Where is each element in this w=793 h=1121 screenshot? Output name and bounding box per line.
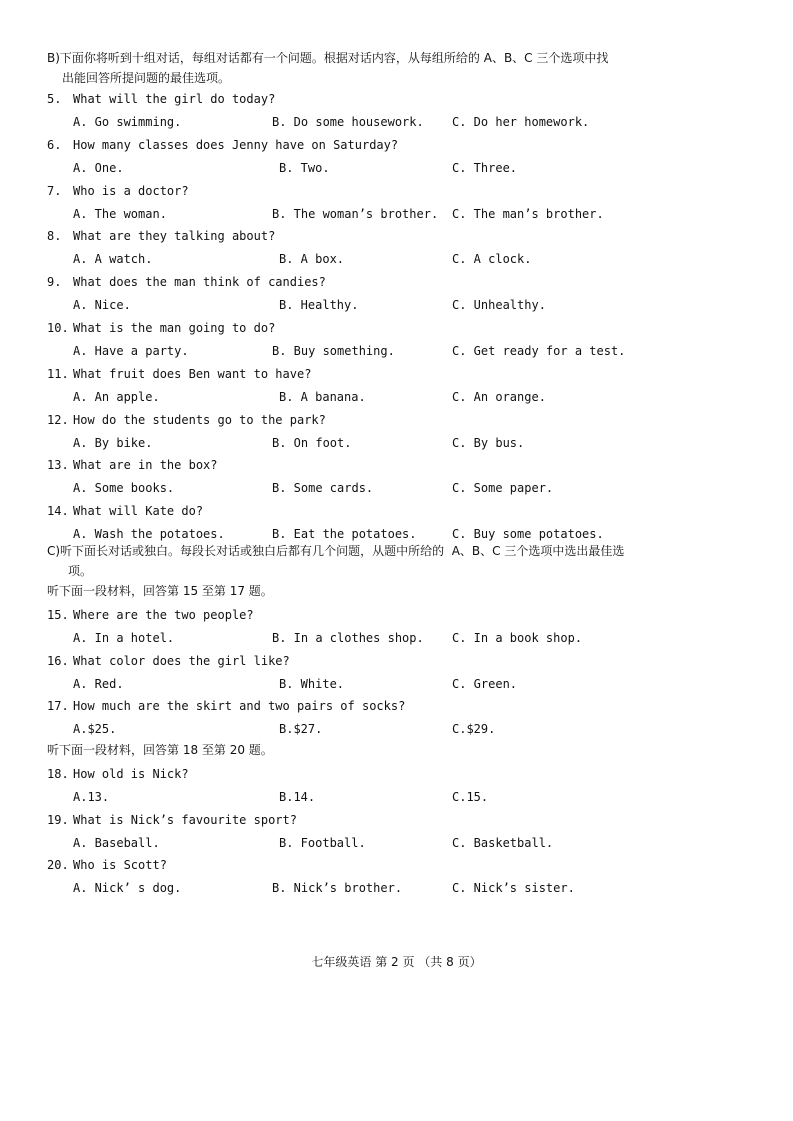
option-a: A. Nice. bbox=[73, 298, 131, 313]
question-text: How do the students go to the park? bbox=[73, 412, 326, 427]
option-a: A. Some books. bbox=[73, 481, 175, 496]
question-text: What is the man going to do? bbox=[73, 321, 276, 335]
option-c: C. By bus. bbox=[452, 435, 525, 450]
option-c: C. An orange. bbox=[452, 389, 546, 404]
question-number: 17. bbox=[47, 699, 69, 714]
section-b-instruction-cont: 出能回答所提问题的最佳选项。 bbox=[62, 71, 231, 85]
option-c: C. Do her homework. bbox=[452, 115, 590, 129]
option-c: C. Some paper. bbox=[452, 481, 554, 496]
option-b: B. Healthy. bbox=[279, 298, 359, 313]
option-a: A. Nick’ s dog. bbox=[73, 881, 182, 895]
option-c: C. Three. bbox=[452, 160, 518, 175]
question-number: 11. bbox=[47, 366, 69, 381]
option-c: C. Green. bbox=[452, 676, 518, 691]
option-a: A. Wash the potatoes. bbox=[73, 527, 225, 542]
option-b: B. Football. bbox=[279, 835, 366, 850]
question-text: What are they talking about? bbox=[73, 229, 276, 244]
section-b-instruction: B)下面你将听到十组对话，每组对话都有一个问题。根据对话内容，从每组所给的 A、B、C 三个选项中找 bbox=[47, 51, 609, 65]
option-a: A. By bike. bbox=[73, 435, 153, 450]
option-b: B.$27. bbox=[279, 722, 323, 737]
option-c: C. Buy some potatoes. bbox=[452, 527, 604, 542]
question-number: 13. bbox=[47, 458, 69, 473]
page-footer: 七年级英语 第 2 页 （共 8 页） bbox=[311, 955, 482, 969]
option-c: C.$29. bbox=[452, 722, 496, 737]
option-b: B. Some cards. bbox=[272, 481, 374, 496]
option-a: A.$25. bbox=[73, 722, 117, 737]
option-a: A.13. bbox=[73, 790, 110, 804]
question-text: What fruit does Ben want to have? bbox=[73, 366, 312, 381]
question-number: 7. bbox=[47, 183, 62, 198]
option-b: B. A banana. bbox=[279, 389, 366, 404]
question-text: What will Kate do? bbox=[73, 504, 204, 519]
option-b: B. Eat the potatoes. bbox=[272, 527, 417, 542]
option-c: C.15. bbox=[452, 790, 489, 804]
option-c: C. Nick’s sister. bbox=[452, 881, 575, 895]
option-c: C. A clock. bbox=[452, 252, 532, 267]
question-text: Where are the two people? bbox=[73, 608, 254, 622]
option-a: A. A watch. bbox=[73, 252, 153, 267]
material-intro-1: 听下面一段材料，回答第 15 至第 17 题。 bbox=[47, 584, 273, 598]
question-text: What color does the girl like? bbox=[73, 653, 290, 668]
option-b: B. White. bbox=[279, 676, 345, 691]
option-a: A. Have a party. bbox=[73, 344, 189, 358]
question-text: What are in the box? bbox=[73, 458, 218, 473]
option-c: C. In a book shop. bbox=[452, 631, 583, 645]
question-number: 18. bbox=[47, 767, 69, 781]
question-number: 6. bbox=[47, 137, 62, 152]
option-b: B. Nick’s brother. bbox=[272, 881, 403, 895]
section-c-instruction: C)听下面长对话或独白。每段长对话或独白后都有几个问题，从题中所给的 A、B、C 三个选项中选出最佳选 bbox=[47, 544, 625, 558]
option-a: A. The woman. bbox=[73, 206, 167, 221]
material-intro-2: 听下面一段材料，回答第 18 至第 20 题。 bbox=[47, 743, 273, 757]
question-text: What will the girl do today? bbox=[73, 92, 276, 106]
option-c: C. Get ready for a test. bbox=[452, 344, 626, 358]
question-number: 12. bbox=[47, 412, 69, 427]
option-a: A. Baseball. bbox=[73, 835, 160, 850]
question-text: Who is Scott? bbox=[73, 858, 167, 872]
question-text: How old is Nick? bbox=[73, 767, 189, 781]
question-text: What does the man think of candies? bbox=[73, 275, 326, 290]
section-c-instruction-cont: 项。 bbox=[68, 564, 93, 578]
question-number: 10. bbox=[47, 321, 69, 335]
option-a: A. Red. bbox=[73, 676, 124, 691]
option-a: A. One. bbox=[73, 160, 124, 175]
option-a: A. Go swimming. bbox=[73, 115, 182, 129]
question-text: Who is a doctor? bbox=[73, 183, 189, 198]
question-number: 19. bbox=[47, 812, 69, 827]
question-number: 8. bbox=[47, 229, 62, 244]
option-a: A. In a hotel. bbox=[73, 631, 175, 645]
question-number: 14. bbox=[47, 504, 69, 519]
question-text: How much are the skirt and two pairs of socks? bbox=[73, 699, 406, 714]
option-b: B. On foot. bbox=[272, 435, 352, 450]
option-a: A. An apple. bbox=[73, 389, 160, 404]
question-text: What is Nick’s favourite sport? bbox=[73, 812, 297, 827]
option-c: C. Basketball. bbox=[452, 835, 554, 850]
question-number: 9. bbox=[47, 275, 62, 290]
question-number: 15. bbox=[47, 608, 69, 622]
question-number: 16. bbox=[47, 653, 69, 668]
option-b: B. Do some housework. bbox=[272, 115, 424, 129]
option-b: B. A box. bbox=[279, 252, 345, 267]
question-text: How many classes does Jenny have on Saturday? bbox=[73, 137, 399, 152]
question-number: 20. bbox=[47, 858, 69, 872]
option-c: C. Unhealthy. bbox=[452, 298, 546, 313]
option-b: B. In a clothes shop. bbox=[272, 631, 424, 645]
option-c: C. The man’s brother. bbox=[452, 206, 604, 221]
question-number: 5. bbox=[47, 92, 62, 106]
option-b: B. Buy something. bbox=[272, 344, 395, 358]
option-b: B.14. bbox=[279, 790, 316, 804]
option-b: B. The woman’s brother. bbox=[272, 206, 439, 221]
option-b: B. Two. bbox=[279, 160, 330, 175]
